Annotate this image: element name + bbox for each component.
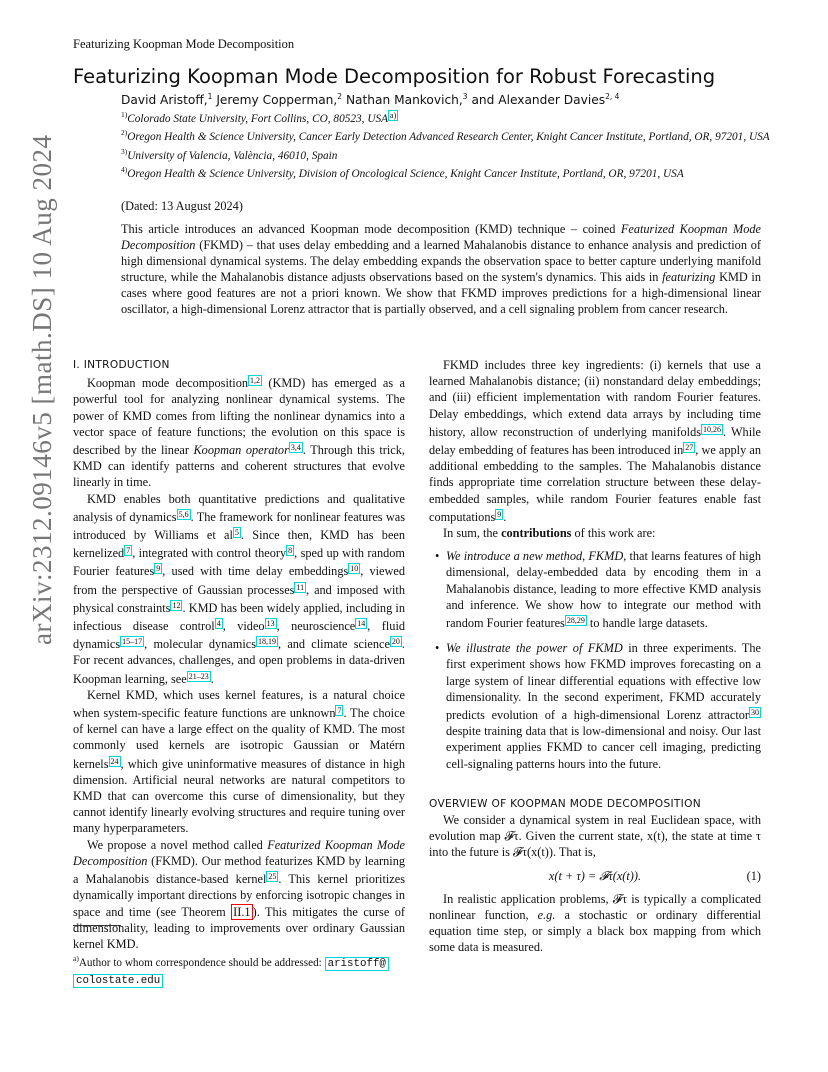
citation-link[interactable]: 18,19 bbox=[258, 637, 276, 647]
paragraph: Koopman mode decomposition $^{1,2}$ (KMD) has emerged as a powerful tool for analyzing nonlinear dynamical systems. The power of KMD comes from lifting the nonlinear dynamics into a vector space of feature functions; the evolution on this space is described by the linear Koopman operator $^{3,4}$ . Through this trick, KMD can identify patterns and coherent structures that evolve linearly in time. bbox=[73, 376, 405, 490]
citation-link[interactable]: 30 bbox=[751, 708, 759, 718]
citation-link[interactable]: 10 bbox=[350, 564, 359, 574]
citation-link[interactable]: 7 bbox=[126, 546, 131, 556]
author-name: Jeremy Copperman, bbox=[216, 93, 338, 107]
paragraph: In sum, the contributions of this work are: bbox=[443, 526, 656, 541]
footnote-link[interactable]: a) bbox=[390, 111, 397, 120]
affiliation-mark: 1 bbox=[207, 92, 213, 101]
author-list bbox=[121, 92, 619, 107]
equation-number: (1) bbox=[746, 868, 761, 883]
section-heading: OVERVIEW OF KOOPMAN MODE DECOMPOSITION bbox=[429, 797, 701, 810]
list-item: • We illustrate the power of FKMD in three experiments. The first experiment shows how FKMD improves forecasting on a large system of linear differential equations with effective low dimensionality. In the second experiment, FKMD accurately predicts evolution of a high-dimensional Lorenz attractor $^{30}$ despite training data that is low-dimensional and noisy. Our last experiment applies FKMD to cancer cell imaging, predicting cell-signaling patterns hours into the future. bbox=[446, 640, 761, 772]
paragraph: FKMD includes three key ingredients: (i) kernels that use a learned Mahalanobis distance; (ii) nonstandard delay embeddings; and (iii) efficient implementation with random Fourier features. Delay embeddings, which extend data arrays by including time history, allow reconstruction of underlying manifolds $^{10,26}$ . While delay embedding of features has been introduced in $^{27}$ , we apply an additional embedding to the samples. The Mahalanobis distance finds appropriate time correlation structure between these delay-embedded samples, while random Fourier features enable fast computations $^9$ . bbox=[429, 358, 762, 524]
list-item: • We introduce a new method, FKMD, that learns features of high dimensional, delay-embedded data by encoding them in a Mahalanobis distance, leading to more effective KMD analysis and inference. We show how to integrate our method with random Fourier features $^{28,29}$ to handle large datasets. bbox=[446, 548, 761, 631]
paragraph: We consider a dynamical system in real Euclidean space, with evolution map 𝓕τ. Given the current state, x(t), the state at time τ into the future is 𝓕τ(x(t)). That is, bbox=[429, 813, 761, 860]
affiliation-list bbox=[121, 108, 771, 181]
citation-link[interactable]: 8 bbox=[288, 546, 293, 556]
citation-link[interactable]: 13 bbox=[266, 619, 275, 629]
citation-link[interactable]: 4 bbox=[216, 619, 221, 629]
paragraph: Kernel KMD, which uses kernel features, is a natural choice when system-specific feature functions are unknown $^7$ . The choice of kernel can have a large effect on the quality of KMD. The most commonly used kernels are isotropic Gaussian or Matérn kernels $^{24}$ , which give uninformative measures of distance in high dimension. Artificial neural networks are natural competitors to KMD that can overcome this curse of dimensionality, but they cannot identify linearly evolving structures and require tuning over many hyperparameters. bbox=[73, 687, 405, 836]
running-head: Featurizing Koopman Mode Decomposition bbox=[73, 37, 295, 51]
citation-link[interactable]: 3,4 bbox=[290, 443, 301, 453]
citation-link[interactable]: 20 bbox=[391, 637, 400, 647]
paragraph: In realistic application problems, 𝓕τ is typically a complicated nonlinear function, e.g. a stochastic or ordinary differential equation time step, or simply a black box mapping from which some data is measured. bbox=[429, 891, 762, 955]
citation-link[interactable]: 10,26 bbox=[703, 424, 722, 434]
affiliation: $^{2)}$Oregon Health & Science University, Cancer Early Detection Advanced Research Center, Knight Cancer Institute, Portland, OR, 97201, USA bbox=[121, 128, 770, 144]
affiliation: $^{4)}$Oregon Health & Science University, Division of Oncological Science, Knight Cancer Institute, Portland, OR, 97201, USA bbox=[121, 164, 684, 180]
affiliation: $^{1)}$Colorado State University, Fort Collins, CO, 80523, USA $^{a)}$ bbox=[121, 110, 397, 125]
equation: x(t + τ) = 𝓕τ(x(t)). (1) bbox=[429, 861, 761, 891]
citation-link[interactable]: 15–17 bbox=[122, 637, 143, 647]
footnote: $^{a)}$Author to whom correspondence should be addressed: aristoff@ colostate.edu bbox=[73, 951, 405, 989]
author-name: Nathan Mankovich, bbox=[345, 93, 463, 107]
citation-link[interactable]: 28,29 bbox=[566, 616, 585, 626]
citation-link[interactable]: 7 bbox=[337, 706, 342, 716]
affiliation-mark: 2, 4 bbox=[605, 92, 620, 101]
contributions-list bbox=[429, 548, 761, 772]
author-name: David Aristoff, bbox=[121, 93, 208, 107]
left-column bbox=[73, 357, 405, 952]
citation-link[interactable]: 21–23 bbox=[188, 671, 209, 681]
affiliation-mark: 3 bbox=[462, 92, 468, 101]
citation-link[interactable]: 5,6 bbox=[178, 509, 189, 519]
abstract: This article introduces an advanced Koopman mode decomposition (KMD) technique – coined Featurized Koopman Mode Decomposition (FKMD) – that uses delay embedding and a learned Mahalanobis distance to enhance analysis and prediction of high dimensional dynamical systems. The delay embedding expands the observation space to better capture underlying manifold structure, while the Mahalanobis distance adjusts observations based on the system's dynamics. This aids in featurizing KMD in cases where good features are not a priori known. We show that FKMD improves predictions for a high-dimensional linear oscillator, a high-dimensional Lorenz attractor that is partially observed, and a cell signaling problem from cancer research. bbox=[121, 222, 762, 316]
citation-link[interactable]: 9 bbox=[156, 564, 161, 574]
section-heading: I. INTRODUCTION bbox=[73, 359, 170, 371]
date-line: (Dated: 13 August 2024) bbox=[121, 199, 243, 213]
paragraph: KMD enables both quantitative predictions and qualitative analysis of dynamics $^{5,6}$ . The framework for nonlinear features was introduced by Williams et al $^5$ . Since then, KMD has been kernelized $^7$ , integrated with control theory $^8$ , sped up with random Fourier features $^9$ , used with time delay embeddings $^{10}$ , viewed from the perspective of Gaussian processes $^{11}$ , and imposed with physical constraints $^{12}$ . KMD has been widely applied, including in infectious disease control $^4$ , video $^{13}$ , neuroscience $^{14}$ , fluid dynamics $^{15-17}$ , molecular dynamics $^{18,19}$ , and climate science $^{20}$ . For recent advances, challenges, and open problems in data-driven Koopman learning, see $^{21-23}$ . bbox=[73, 491, 406, 686]
citation-link[interactable]: 11 bbox=[296, 582, 305, 592]
citation-link[interactable]: 9 bbox=[497, 509, 502, 519]
citation-link[interactable]: 27 bbox=[685, 443, 694, 453]
author-name: and Alexander Davies bbox=[471, 93, 606, 107]
theorem-link[interactable]: II.1 bbox=[233, 904, 251, 919]
affiliation: $^{3)}$University of Valencia, València, 46010, Spain bbox=[121, 146, 338, 162]
citation-link[interactable]: 1,2 bbox=[250, 376, 260, 386]
citation-link[interactable]: 12 bbox=[172, 600, 181, 610]
citation-link[interactable]: 14 bbox=[357, 619, 366, 629]
arxiv-identifier[interactable]: arXiv:2312.09146v5 [math.DS] 10 Aug 2024 bbox=[27, 134, 57, 645]
citation-link[interactable]: 24 bbox=[110, 756, 119, 766]
footnote-divider bbox=[73, 925, 121, 926]
affiliation-mark: 2 bbox=[337, 92, 343, 101]
email-link[interactable]: colostate.edu bbox=[73, 974, 163, 988]
right-column bbox=[429, 357, 761, 956]
email-link[interactable]: aristoff@ bbox=[325, 957, 389, 971]
paragraph: We propose a novel method called Featurized Koopman Mode Decomposition (FKMD). Our method featurizes KMD by learning a Mahalanobis distance-based kernel $^{25}$ . This kernel prioritizes dynamically important directions by enforcing isotropic changes in space and time (see Theorem II.1 ). This mitigates the curse of dimensionality, leading to improvements over ordinary Gaussian kernel KMD. bbox=[73, 837, 406, 951]
citation-link[interactable]: 5 bbox=[234, 528, 239, 538]
paper-title: Featurizing Koopman Mode Decomposition for Robust Forecasting bbox=[73, 65, 716, 88]
citation-link[interactable]: 25 bbox=[268, 872, 277, 882]
